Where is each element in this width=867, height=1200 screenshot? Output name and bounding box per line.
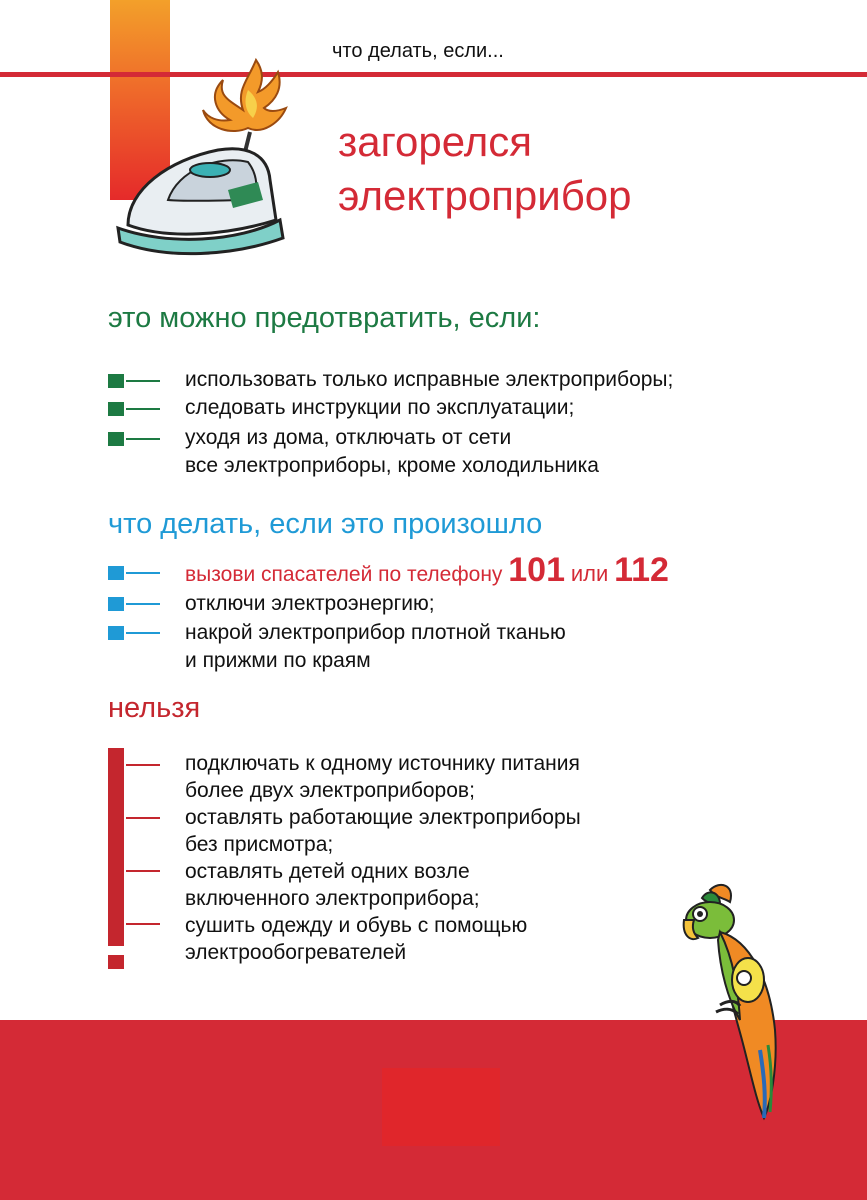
forbidden-exclamation-bar — [108, 748, 124, 946]
forbidden-item: включенного электроприбора; — [185, 887, 480, 910]
blue-bullet-dash — [126, 572, 160, 574]
forbidden-heading: нельзя — [108, 692, 201, 724]
or-word: или — [570, 561, 609, 586]
green-bullet-icon — [108, 374, 124, 388]
forbidden-item: более двух электроприборов; — [185, 779, 475, 802]
green-bullet-icon — [108, 432, 124, 446]
prevention-heading: это можно предотвратить, если: — [108, 302, 541, 334]
prevention-item: следовать инструкции по эксплуатации; — [185, 396, 575, 419]
action-item: накрой электроприбор плотной тканью — [185, 621, 566, 644]
prevention-item: все электроприборы, кроме холодильника — [185, 454, 599, 477]
red-bullet-dash — [126, 817, 160, 819]
green-bullet-icon — [108, 402, 124, 416]
forbidden-item: сушить одежду и обувь с помощью — [185, 914, 528, 937]
forbidden-item: оставлять работающие электроприборы — [185, 806, 581, 829]
forbidden-exclamation-dot — [108, 955, 124, 969]
forbidden-item: без присмотра; — [185, 833, 334, 856]
forbidden-item: подключать к одному источнику питания — [185, 752, 580, 775]
red-bullet-dash — [126, 870, 160, 872]
title-line-1: загорелся — [338, 118, 532, 165]
bottom-red-square — [382, 1068, 500, 1146]
green-bullet-dash — [126, 408, 160, 410]
title-line-2: электроприбор — [338, 172, 632, 219]
blue-bullet-icon — [108, 597, 124, 611]
action-item: отключи электроэнергию; — [185, 592, 435, 615]
flame-icon — [203, 60, 286, 131]
blue-bullet-dash — [126, 603, 160, 605]
red-bullet-dash — [126, 764, 160, 766]
phone-number-112: 112 — [614, 551, 669, 589]
forbidden-item: оставлять детей одних возле — [185, 860, 470, 883]
action-item: и прижми по краям — [185, 649, 371, 672]
blue-bullet-icon — [108, 626, 124, 640]
blue-bullet-dash — [126, 632, 160, 634]
parrot-icon — [680, 880, 810, 1120]
prevention-item: использовать только исправные электроприборы; — [185, 368, 674, 391]
phone-number-101: 101 — [508, 551, 565, 589]
prevention-item: уходя из дома, отключать от сети — [185, 426, 512, 449]
iron-on-fire-icon — [108, 50, 288, 260]
blue-bullet-icon — [108, 566, 124, 580]
forbidden-item: электрообогревателей — [185, 941, 407, 964]
actions-heading: что делать, если это произошло — [108, 508, 543, 540]
red-bullet-dash — [126, 923, 160, 925]
green-bullet-dash — [126, 380, 160, 382]
page-subtitle: что делать, если... — [332, 40, 504, 62]
emergency-call-line — [185, 551, 669, 589]
green-bullet-dash — [126, 438, 160, 440]
call-text: вызови спасателей по телефону — [185, 563, 503, 586]
